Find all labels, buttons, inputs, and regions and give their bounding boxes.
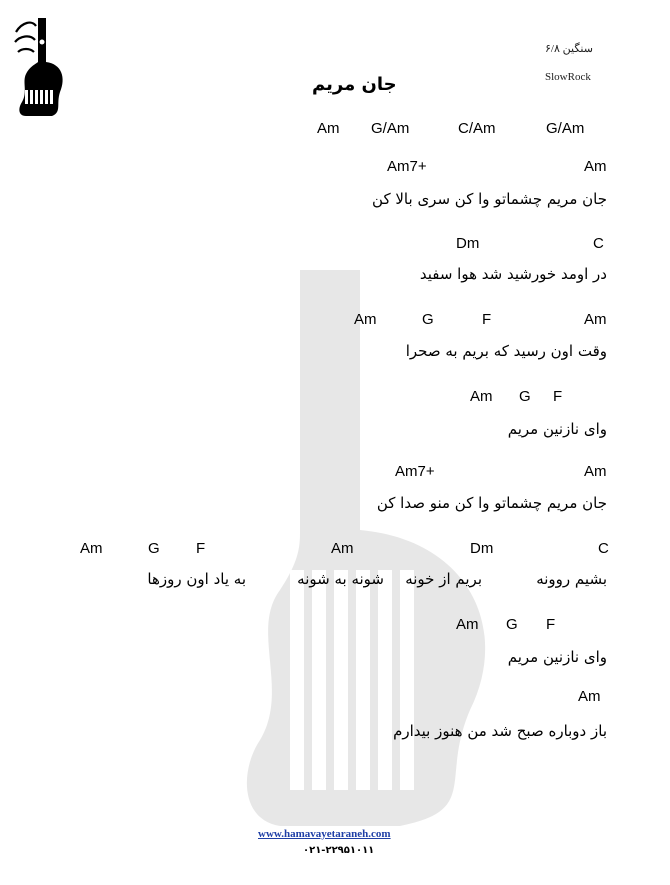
time-signature: ۶/۸ سنگین bbox=[545, 43, 593, 55]
chord: F bbox=[553, 388, 563, 405]
chord: Dm bbox=[470, 540, 494, 557]
chord: F bbox=[482, 311, 492, 328]
chord: Dm bbox=[456, 235, 480, 252]
chord: C bbox=[598, 540, 609, 557]
chord: Am bbox=[470, 388, 493, 405]
chord: G/Am bbox=[546, 120, 585, 137]
chord: Am bbox=[578, 688, 601, 705]
lyric-line: در اومد خورشید شد هوا سفید bbox=[419, 265, 607, 283]
chord: F bbox=[196, 540, 206, 557]
lyric-line: وقت اون رسید که بریم به صحرا bbox=[405, 342, 607, 360]
chord: Am bbox=[354, 311, 377, 328]
chord: Am bbox=[317, 120, 340, 137]
chord: G bbox=[506, 616, 518, 633]
song-title: جان مریم bbox=[312, 74, 397, 95]
chord: G bbox=[148, 540, 160, 557]
chord: C/Am bbox=[458, 120, 496, 137]
chord: F bbox=[546, 616, 556, 633]
chord: G bbox=[519, 388, 531, 405]
lyric-line: بشیم روونه bbox=[536, 570, 607, 588]
lyric-line: به یاد اون روزها bbox=[147, 570, 246, 588]
chord: G bbox=[422, 311, 434, 328]
chord: Am bbox=[331, 540, 354, 557]
phone-number: ۰۲۱-۲۲۹۵۱۰۱۱ bbox=[303, 845, 375, 856]
lyric-line: بریم از خونه bbox=[405, 570, 482, 588]
lyric-line: شونه به شونه bbox=[297, 570, 384, 588]
chord: Am7+ bbox=[387, 158, 427, 175]
chord: Am7+ bbox=[395, 463, 435, 480]
website-link[interactable]: www.hamavayetaraneh.com bbox=[258, 828, 391, 840]
guitar-piano-logo-icon bbox=[12, 12, 72, 120]
chord: Am bbox=[584, 311, 607, 328]
style-label: SlowRock bbox=[545, 71, 591, 83]
lyric-line: باز دوباره صبح شد من هنوز بیدارم bbox=[393, 722, 607, 740]
chord: Am bbox=[80, 540, 103, 557]
lyric-line: جان مریم چشماتو وا کن سری بالا کن bbox=[372, 190, 607, 208]
lyric-line: وای نازنین مریم bbox=[507, 648, 607, 666]
chord: Am bbox=[584, 463, 607, 480]
chord: G/Am bbox=[371, 120, 410, 137]
chord: Am bbox=[456, 616, 479, 633]
chord: C bbox=[593, 235, 604, 252]
chord: Am bbox=[584, 158, 607, 175]
lyric-line: جان مریم چشماتو وا کن منو صدا کن bbox=[376, 494, 607, 512]
lyric-line: وای نازنین مریم bbox=[507, 420, 607, 438]
